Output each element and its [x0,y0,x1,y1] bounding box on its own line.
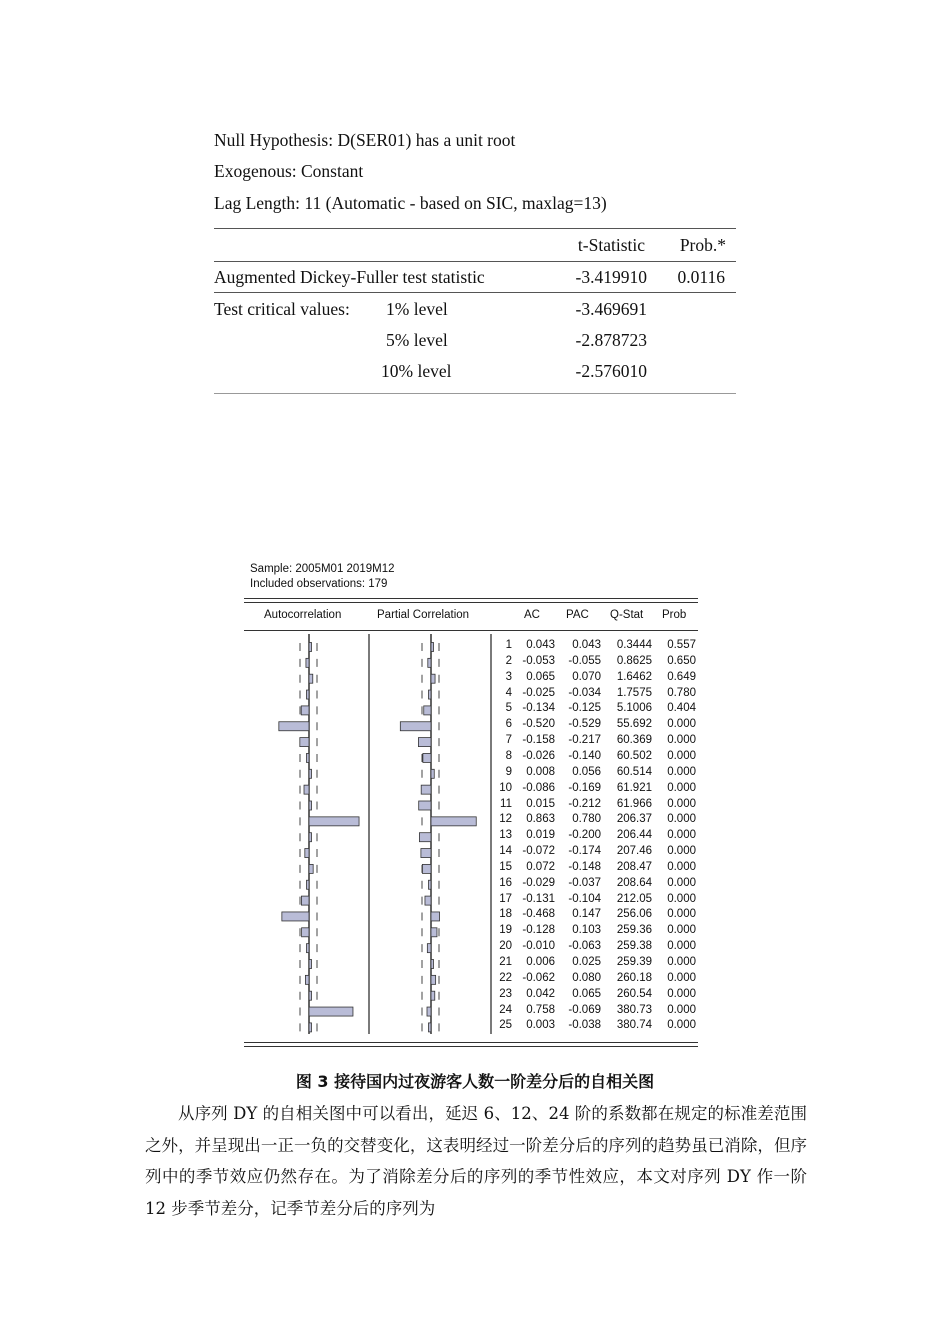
lag-value: 24 [499,1003,512,1016]
pac-bar [431,674,435,683]
pac-bar [431,912,440,921]
critical-value-5pct: -2.878723 [575,330,647,350]
header-partial-correlation: Partial Correlation [377,609,470,621]
stat-rule [214,292,736,293]
ac-value: 0.003 [526,1019,555,1032]
pac-bar [425,896,431,905]
pac-value: -0.038 [568,1019,601,1032]
lag-length: Lag Length: 11 (Automatic - based on SIC, maxlag=13) [214,193,607,213]
pac-bar [427,944,431,953]
col-header-t-statistic: t-Statistic [577,235,645,255]
header-ac: AC [524,609,540,621]
ac-bar [302,928,309,937]
pac-value: 0.780 [572,813,601,826]
lag-value: 10 [499,781,512,794]
prob-value: 0.000 [667,860,696,873]
prob-value: 0.000 [667,765,696,778]
ac-bar [309,864,313,873]
header-rule [244,630,698,631]
prob-value: 0.000 [667,987,696,1000]
lag-value: 5 [505,702,512,715]
prob-value: 0.000 [667,924,696,937]
critical-value-10pct: -2.576010 [575,361,647,381]
ac-bar [301,706,309,715]
prob-value: 0.000 [667,781,696,794]
q-stat-value: 60.502 [616,749,652,762]
pac-value: -0.200 [568,829,601,842]
q-stat-value: 0.3444 [616,639,652,651]
lag-value: 15 [499,860,512,873]
header-prob: Prob [662,609,687,621]
ac-bar [300,738,309,747]
ac-bar [309,1023,312,1032]
pac-value: 0.080 [572,971,601,984]
table-top-rule [214,228,736,229]
ac-value: 0.065 [526,670,555,683]
pac-bar [421,785,431,794]
critical-values-label: Test critical values: [214,299,350,319]
body-paragraph: 从序列 DY 的自相关图中可以看出，延迟 6、12、24 阶的系数都在规定的标准差范围之外，并呈现出一正一负的交替变化，这表明经过一阶差分后的序列的趋势虽已消除，但序列中的季节效应仍然存在。为了消除差分后的序列的季节性效应，本文对序列 DY 作一阶 12 步季节差分，记季节差分后的序列为 [145,1104,807,1218]
prob-value: 0.000 [667,845,696,858]
ac-value: -0.134 [522,702,555,715]
ac-bar [309,960,312,969]
pac-value: -0.140 [568,749,601,762]
header-pac: PAC [566,609,589,621]
pac-bar [431,975,436,984]
ac-value: -0.029 [522,876,555,889]
q-stat-value: 260.54 [616,987,652,1000]
lag-value: 13 [499,829,512,842]
lag-value: 7 [505,734,512,747]
header-q-stat: Q-Stat [610,609,644,621]
ac-value: -0.128 [522,924,555,937]
lag-value: 3 [505,670,512,683]
pac-value: 0.103 [572,924,601,937]
col-header-prob: Prob.* [679,235,726,255]
q-stat-value: 206.37 [616,813,652,826]
prob-value: 0.000 [667,971,696,984]
q-stat-value: 259.39 [616,956,652,968]
prob-value: 0.000 [667,1019,696,1032]
top-double-rule [244,598,698,603]
pac-bar [424,706,431,715]
header-rule [214,261,736,262]
lag-value: 18 [499,908,512,921]
pac-bar [423,753,431,762]
ac-bar [309,801,312,810]
ac-value: 0.042 [526,987,555,1000]
pac-bar [429,690,432,699]
prob-value: 0.000 [667,829,696,842]
correlogram-figure [244,560,700,1050]
prob-value: 0.000 [667,956,696,968]
ac-bar [309,643,312,652]
ac-value: -0.026 [522,749,555,762]
q-stat-value: 1.6462 [616,670,652,683]
lag-value: 16 [499,876,512,889]
pac-bar [431,928,437,937]
pac-value: -0.069 [568,1003,601,1016]
lag-value: 6 [505,718,512,731]
prob-value: 0.000 [667,940,696,953]
ac-bar [304,785,309,794]
sample-range: Sample: 2005M01 2019M12 [250,563,395,575]
prob-value: 0.000 [667,892,696,905]
q-stat-value: 380.74 [616,1019,652,1032]
pac-value: -0.148 [568,860,601,873]
pac-value: -0.169 [568,781,601,794]
prob-value: 0.404 [667,702,696,715]
ac-bar [309,769,312,778]
pac-value: -0.104 [568,892,601,905]
adf-statistic-label: Augmented Dickey-Fuller test statistic [214,267,485,287]
lag-value: 12 [499,813,512,826]
ac-value: -0.468 [522,908,555,921]
prob-value: 0.000 [667,749,696,762]
exogenous: Exogenous: Constant [214,161,364,181]
prob-value: 0.650 [667,654,696,667]
table-bottom-rule [214,393,736,394]
pac-bar [431,991,435,1000]
ac-bar [309,1007,353,1016]
lag-value: 22 [499,971,512,984]
prob-value: 0.000 [667,908,696,921]
q-stat-value: 61.921 [616,781,652,794]
prob-value: 0.557 [667,639,696,651]
ac-value: -0.520 [522,718,555,731]
ac-value: 0.043 [526,639,555,651]
bottom-double-rule [244,1042,698,1047]
q-stat-value: 259.36 [616,924,652,937]
q-stat-value: 206.44 [616,829,652,842]
ac-bar [301,896,309,905]
ac-value: 0.006 [526,956,555,968]
level-5pct: 5% level [386,330,448,350]
pac-value: -0.174 [568,845,601,858]
lag-value: 17 [499,892,512,905]
ac-bar [309,674,313,683]
q-stat-value: 208.47 [616,860,652,873]
lag-value: 21 [499,956,512,968]
lag-value: 8 [505,749,512,762]
prob-value: 0.000 [667,734,696,747]
pac-bar [421,849,431,858]
pac-bar [427,1007,431,1016]
ac-bar [282,912,309,921]
pac-bar [431,817,476,826]
ac-value: 0.863 [526,813,555,826]
pac-bar [429,1023,432,1032]
ac-value: -0.131 [522,892,555,905]
level-1pct: 1% level [386,299,448,319]
prob-value: 0.000 [667,813,696,826]
critical-value-1pct: -3.469691 [575,299,647,319]
ac-value: -0.053 [522,654,555,667]
ac-value: -0.025 [522,686,555,699]
pac-value: 0.070 [572,670,601,683]
null-hypothesis: Null Hypothesis: D(SER01) has a unit root [214,130,516,150]
pac-bar [428,658,431,667]
q-stat-value: 60.369 [616,734,652,747]
pac-value: 0.065 [572,987,601,1000]
q-stat-value: 212.05 [616,892,652,905]
prob-value: 0.000 [667,1003,696,1016]
pac-value: -0.063 [568,940,601,953]
prob-value: 0.000 [667,876,696,889]
ac-value: -0.086 [522,781,555,794]
ac-value: 0.008 [526,765,555,778]
prob-value: 0.000 [667,718,696,731]
q-stat-value: 1.7575 [616,686,652,699]
ac-bar [305,849,309,858]
ac-value: -0.158 [522,734,555,747]
prob-value: 0.649 [667,670,696,683]
ac-bar [307,753,310,762]
pac-bar [419,801,431,810]
lag-value: 14 [499,845,512,858]
ac-bar [309,833,312,842]
q-stat-value: 60.514 [616,765,652,778]
figure-caption: 图 3 接待国内过夜游客人数一阶差分后的自相关图 [295,1072,655,1091]
pac-bar [418,738,431,747]
q-stat-value: 0.8625 [616,654,652,667]
lag-value: 11 [500,797,512,810]
pac-value: 0.025 [572,956,601,968]
level-10pct: 10% level [381,361,452,381]
pac-value: -0.037 [568,876,601,889]
pac-value: 0.056 [572,765,601,778]
q-stat-value: 207.46 [616,845,652,858]
ac-value: -0.072 [522,845,555,858]
q-stat-value: 259.38 [616,940,652,953]
ac-value: -0.010 [522,940,555,953]
pac-value: -0.055 [568,654,601,667]
correlogram-bars [244,634,494,1044]
pac-bar [429,880,432,889]
adf-t-value: -3.419910 [575,267,647,287]
lag-value: 19 [499,924,512,937]
ac-value: 0.019 [526,829,555,842]
adf-prob-value: 0.0116 [677,267,725,287]
pac-value: -0.212 [568,797,601,810]
ac-value: 0.015 [526,797,555,810]
pac-value: 0.147 [572,908,601,921]
q-stat-value: 61.966 [616,797,652,810]
ac-bar [307,944,310,953]
pac-value: -0.529 [568,718,601,731]
pac-bar [422,864,431,873]
prob-value: 0.780 [667,686,696,699]
pac-bar [431,960,434,969]
pac-bar [400,722,431,731]
q-stat-value: 5.1006 [616,702,652,715]
pac-value: 0.043 [572,639,601,651]
ac-bar [306,658,309,667]
ac-value: 0.072 [526,860,555,873]
lag-value: 4 [505,686,512,699]
ac-bar [309,991,312,1000]
ac-bar [279,722,309,731]
ac-bar [307,690,310,699]
prob-value: 0.000 [667,797,696,810]
header-autocorrelation: Autocorrelation [264,609,342,621]
ac-bar [307,880,310,889]
lag-value: 23 [499,987,512,1000]
q-stat-value: 256.06 [616,908,652,921]
lag-value: 25 [499,1019,512,1032]
pac-bar [431,643,434,652]
pac-value: -0.217 [568,734,601,747]
ac-bar [305,975,309,984]
ac-value: -0.062 [522,971,555,984]
pac-value: -0.034 [568,686,601,699]
pac-bar [419,833,431,842]
ac-bar [309,817,359,826]
pac-value: -0.125 [568,702,601,715]
lag-value: 2 [505,654,512,667]
q-stat-value: 260.18 [616,971,652,984]
q-stat-value: 380.73 [616,1003,652,1016]
ac-value: 0.758 [526,1003,555,1016]
pac-bar [431,769,434,778]
lag-value: 9 [505,765,512,778]
included-observations: Included observations: 179 [250,578,388,590]
q-stat-value: 208.64 [616,876,652,889]
q-stat-value: 55.692 [616,718,652,731]
lag-value: 1 [505,639,512,651]
lag-value: 20 [499,940,512,953]
